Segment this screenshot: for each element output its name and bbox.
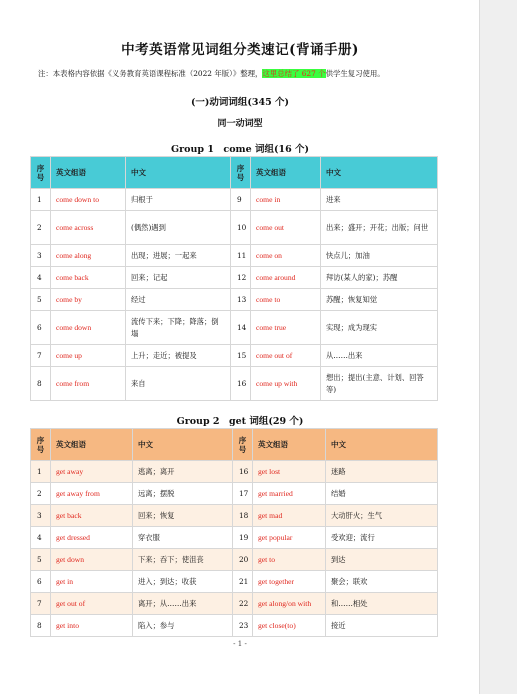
row-number: 1 <box>31 461 51 483</box>
english-phrase: get away from <box>51 483 133 505</box>
header-num: 序号 <box>31 429 51 461</box>
chinese-meaning: 上升；走近；被提及 <box>126 345 231 367</box>
row-number: 7 <box>31 345 51 367</box>
row-number: 16 <box>231 367 251 401</box>
english-phrase: get married <box>253 483 326 505</box>
table-row <box>31 289 438 311</box>
english-phrase: come up with <box>251 367 321 401</box>
english-phrase: come up <box>51 345 126 367</box>
row-number: 20 <box>233 549 253 571</box>
chinese-meaning: 远离；摆脱 <box>133 483 233 505</box>
chinese-meaning: 回来；记起 <box>126 267 231 289</box>
header-en: 英文组语 <box>251 157 321 189</box>
english-phrase: get back <box>51 505 133 527</box>
chinese-meaning: 苏醒；恢复知觉 <box>321 289 438 311</box>
row-number: 23 <box>233 615 253 637</box>
chinese-meaning: 陷入；参与 <box>133 615 233 637</box>
header-cn: 中文 <box>126 157 231 189</box>
group1-table <box>30 156 438 401</box>
header-num: 序号 <box>231 157 251 189</box>
header-cn: 中文 <box>133 429 233 461</box>
note-suffix: 供学生复习使用。 <box>325 69 385 78</box>
english-phrase: come out <box>251 211 321 245</box>
chinese-meaning: 出现；进展；一起来 <box>126 245 231 267</box>
chinese-meaning: 来自 <box>126 367 231 401</box>
english-phrase: get popular <box>253 527 326 549</box>
english-phrase: get to <box>253 549 326 571</box>
note-highlight: 这里总结了 627 个 <box>262 69 326 78</box>
table-row <box>31 461 438 483</box>
english-phrase: get mad <box>253 505 326 527</box>
row-number: 8 <box>31 367 51 401</box>
row-number: 5 <box>31 289 51 311</box>
chinese-meaning: 流传下来；下降；降落；倒塌 <box>126 311 231 345</box>
english-phrase: come down <box>51 311 126 345</box>
chinese-meaning: 下来；吞下；使沮丧 <box>133 549 233 571</box>
chinese-meaning: 逃离；离开 <box>133 461 233 483</box>
chinese-meaning: 进入；到达；收获 <box>133 571 233 593</box>
english-phrase: get in <box>51 571 133 593</box>
row-number: 22 <box>233 593 253 615</box>
group2-table <box>30 428 438 637</box>
english-phrase: come to <box>251 289 321 311</box>
english-phrase: come true <box>251 311 321 345</box>
table-row <box>31 527 438 549</box>
group2-title: Group 2 get 词组(29 个) <box>176 416 304 427</box>
english-phrase: come back <box>51 267 126 289</box>
table-row <box>31 267 438 289</box>
english-phrase: come down to <box>51 189 126 211</box>
source-note <box>38 68 458 79</box>
chinese-meaning: 想出；提出(主意、计划、回答等) <box>321 367 438 401</box>
english-phrase: come on <box>251 245 321 267</box>
table-row <box>31 483 438 505</box>
english-phrase: get into <box>51 615 133 637</box>
english-phrase: get down <box>51 549 133 571</box>
row-number: 2 <box>31 483 51 505</box>
header-num: 序号 <box>233 429 253 461</box>
table-row <box>31 311 438 345</box>
english-phrase: come from <box>51 367 126 401</box>
row-number: 7 <box>31 593 51 615</box>
row-number: 6 <box>31 311 51 345</box>
chinese-meaning: 结婚 <box>326 483 438 505</box>
row-number: 6 <box>31 571 51 593</box>
row-number: 13 <box>231 289 251 311</box>
english-phrase: get lost <box>253 461 326 483</box>
table-row <box>31 571 438 593</box>
row-number: 14 <box>231 311 251 345</box>
chinese-meaning: 迷路 <box>326 461 438 483</box>
chinese-meaning: 回来；恢复 <box>133 505 233 527</box>
english-phrase: get close(to) <box>253 615 326 637</box>
english-phrase: get together <box>253 571 326 593</box>
english-phrase: come out of <box>251 345 321 367</box>
english-phrase: come by <box>51 289 126 311</box>
chinese-meaning: 和……相处 <box>326 593 438 615</box>
viewer-gutter <box>480 0 517 694</box>
header-en: 英文组语 <box>253 429 326 461</box>
row-number: 10 <box>231 211 251 245</box>
section-heading: (一)动词词组(345 个) <box>190 97 290 108</box>
row-number: 1 <box>31 189 51 211</box>
table-row <box>31 549 438 571</box>
chinese-meaning: 穿衣服 <box>133 527 233 549</box>
table-header-row <box>31 429 438 461</box>
row-number: 17 <box>233 483 253 505</box>
chinese-meaning: 聚会；联欢 <box>326 571 438 593</box>
table-row <box>31 189 438 211</box>
chinese-meaning: (偶然)遇到 <box>126 211 231 245</box>
row-number: 21 <box>233 571 253 593</box>
header-cn: 中文 <box>326 429 438 461</box>
table-row <box>31 345 438 367</box>
chinese-meaning: 出来；盛开；开花；出版；问世 <box>321 211 438 245</box>
chinese-meaning: 到达 <box>326 549 438 571</box>
note-prefix: 注：本表格内容依据《义务教育英语课程标准（2022 年版）》整理， <box>38 69 263 78</box>
chinese-meaning: 大动肝火；生气 <box>326 505 438 527</box>
english-phrase: come across <box>51 211 126 245</box>
chinese-meaning: 快点儿；加油 <box>321 245 438 267</box>
english-phrase: get out of <box>51 593 133 615</box>
chinese-meaning: 实现；成为现实 <box>321 311 438 345</box>
row-number: 5 <box>31 549 51 571</box>
chinese-meaning: 拜访(某人的家)；苏醒 <box>321 267 438 289</box>
group1-title: Group 1 come 词组(16 个) <box>171 144 309 155</box>
header-en: 英文组语 <box>51 429 133 461</box>
chinese-meaning: 经过 <box>126 289 231 311</box>
row-number: 3 <box>31 245 51 267</box>
header-en: 英文组语 <box>51 157 126 189</box>
row-number: 4 <box>31 267 51 289</box>
row-number: 19 <box>233 527 253 549</box>
row-number: 18 <box>233 505 253 527</box>
row-number: 15 <box>231 345 251 367</box>
english-phrase: come along <box>51 245 126 267</box>
chinese-meaning: 归根于 <box>126 189 231 211</box>
subsection-heading: 同一动词型 <box>217 119 263 129</box>
english-phrase: get along/on with <box>253 593 326 615</box>
page-title: 中考英语常见词组分类速记(背诵手册) <box>121 42 359 58</box>
page-number: - 1 - <box>233 640 247 648</box>
row-number: 12 <box>231 267 251 289</box>
chinese-meaning: 从……出来 <box>321 345 438 367</box>
english-phrase: come in <box>251 189 321 211</box>
chinese-meaning: 接近 <box>326 615 438 637</box>
chinese-meaning: 进来 <box>321 189 438 211</box>
table-header-row <box>31 157 438 189</box>
row-number: 11 <box>231 245 251 267</box>
table-row <box>31 615 438 637</box>
row-number: 8 <box>31 615 51 637</box>
table-row <box>31 211 438 245</box>
row-number: 2 <box>31 211 51 245</box>
english-phrase: get dressed <box>51 527 133 549</box>
header-num: 序号 <box>31 157 51 189</box>
english-phrase: get away <box>51 461 133 483</box>
table-row <box>31 245 438 267</box>
row-number: 9 <box>231 189 251 211</box>
table-row <box>31 505 438 527</box>
row-number: 4 <box>31 527 51 549</box>
header-cn: 中文 <box>321 157 438 189</box>
chinese-meaning: 离开；从……出来 <box>133 593 233 615</box>
row-number: 3 <box>31 505 51 527</box>
table-row <box>31 593 438 615</box>
table-row <box>31 367 438 401</box>
english-phrase: come around <box>251 267 321 289</box>
chinese-meaning: 受欢迎；流行 <box>326 527 438 549</box>
row-number: 16 <box>233 461 253 483</box>
